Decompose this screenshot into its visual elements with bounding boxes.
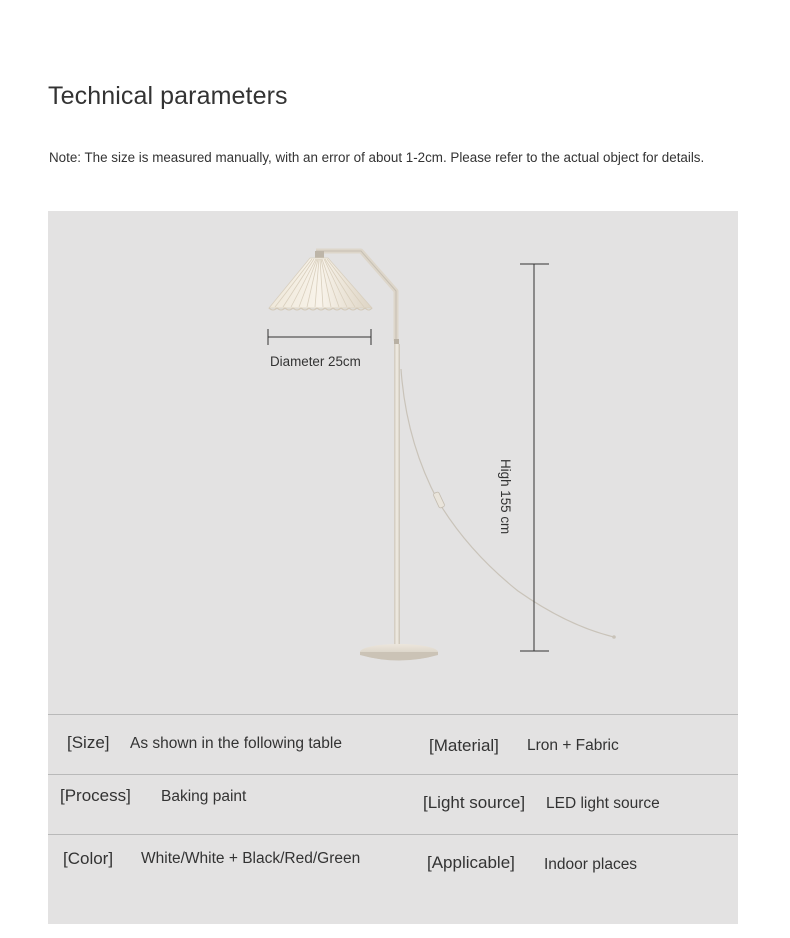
diameter-label: Diameter 25cm	[270, 354, 361, 369]
cord-switch	[433, 491, 445, 508]
spec-row	[48, 714, 738, 775]
spec-value-applicable: Indoor places	[544, 856, 638, 873]
product-panel	[48, 211, 738, 924]
spec-key-color: [Color]	[63, 849, 114, 868]
spec-key-size: [Size]	[67, 733, 110, 752]
spec-value-light-source: LED light source	[546, 795, 660, 812]
spec-key-applicable: [Applicable]	[427, 853, 515, 872]
diameter-dimension	[268, 329, 371, 345]
spec-row	[48, 774, 738, 835]
spec-key-material: [Material]	[429, 736, 499, 755]
measurement-note: Note: The size is measured manually, with an error of about 1-2cm. Please refer to the actual object for details.	[49, 150, 705, 165]
spec-value-color: White/White + Black/Red/Green	[141, 850, 361, 867]
page-title: Technical parameters	[48, 82, 288, 110]
height-label: High 155 cm	[498, 459, 513, 535]
spec-key-light-source: [Light source]	[423, 793, 526, 812]
spec-row	[48, 834, 738, 925]
lamp-pole	[394, 344, 400, 652]
spec-table	[48, 714, 738, 924]
height-dimension	[520, 264, 549, 651]
spec-value-process: Baking paint	[161, 788, 247, 805]
spec-key-process: [Process]	[60, 786, 131, 805]
product-figure	[48, 211, 738, 714]
spec-value-material: Lron + Fabric	[527, 737, 619, 754]
floor-lamp-illustration	[48, 211, 738, 714]
spec-value-size: As shown in the following table	[130, 735, 342, 752]
lamp-pole-joint	[394, 339, 399, 344]
